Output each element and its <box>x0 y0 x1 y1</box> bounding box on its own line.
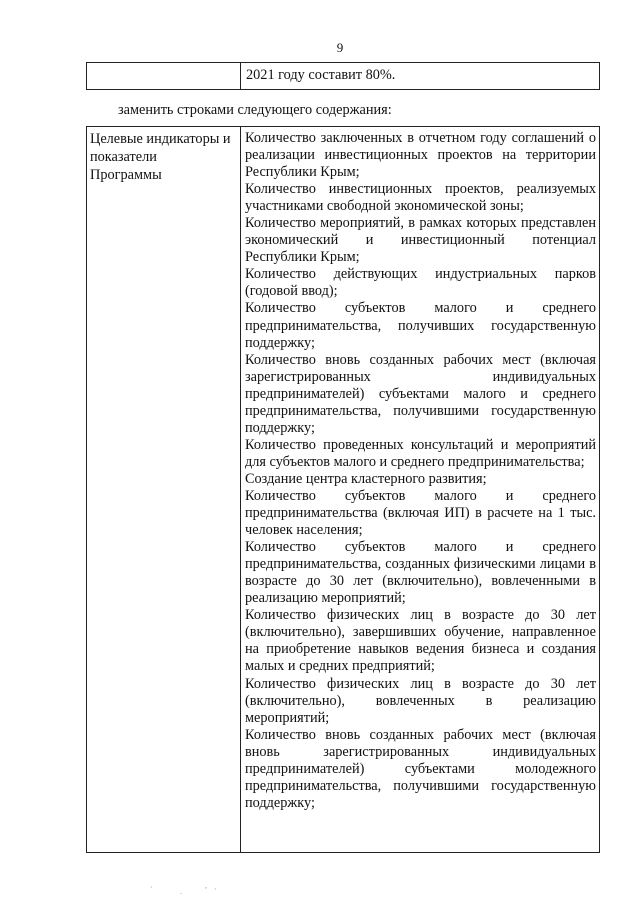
indicator-item: Количество мероприятий, в рамках которых представлен экономический и инвестиционный потенциал Республики Крым; <box>245 215 596 266</box>
label-line-3: Программы <box>90 167 162 183</box>
scan-artifact-dot: , <box>205 881 207 890</box>
indicators-list-cell <box>241 127 599 852</box>
replacement-intro-text: заменить строками следующего содержания: <box>118 102 392 118</box>
indicator-item: Количество вновь созданных рабочих мест (включая вновь зарегистрированных индивидуальных предпринимателей) субъектами молодежного предпринимательства, получившими государственную поддержку; <box>245 726 596 811</box>
previous-table-right-cell: 2021 году составит 80%. <box>246 67 396 83</box>
indicator-item: Создание центра кластерного развития; <box>245 470 487 487</box>
indicator-item: Количество субъектов малого и среднего предпринимательства (включая ИП) в расчете на 1 тыс. человек населения; <box>245 487 596 539</box>
scan-artifact-dot: · <box>150 883 153 892</box>
indicators-label-cell <box>87 127 241 852</box>
indicator-item: Количество физических лиц в возрасте до 30 лет (включительно), завершивших обучение, направленное на приобретение навыков ведения бизнеса и создания малых и средних предприятий; <box>245 607 596 675</box>
indicator-item: Количество проведенных консультаций и мероприятий для субъектов малого и среднего предпринимательства; <box>245 436 596 470</box>
indicator-item: Количество вновь созданных рабочих мест (включая зарегистрированных индивидуальных предпринимателей) субъектами малого и среднего предпринимательства, получившими государственную поддержку; <box>245 351 596 436</box>
previous-table-left-cell <box>87 63 241 89</box>
indicator-item: Количество действующих индустриальных парков (годовой ввод); <box>245 266 596 300</box>
scan-artifact-dot: · <box>214 885 217 894</box>
indicators-table <box>86 126 600 853</box>
label-line-2: показатели <box>90 149 157 165</box>
indicator-item: Количество физических лиц в возрасте до 30 лет (включительно), вовлеченных в реализацию мероприятий; <box>245 675 596 726</box>
label-line-1: Целевые индикаторы и <box>90 131 231 147</box>
indicator-item: Количество инвестиционных проектов, реализуемых участниками свободной экономической зоны; <box>245 181 596 215</box>
page-number: 9 <box>336 40 344 55</box>
indicator-item: Количество заключенных в отчетном году соглашений о реализации инвестиционных проектов на территории Республики Крым; <box>245 130 596 181</box>
indicator-item: Количество субъектов малого и среднего предпринимательства, созданных физическими лицами в возрасте до 30 лет (включительно), вовлеченными в реализацию мероприятий; <box>245 539 596 607</box>
indicator-item: Количество субъектов малого и среднего предпринимательства, получивших государственную поддержку; <box>245 300 596 351</box>
previous-table-fragment <box>86 62 600 90</box>
scan-artifact-dot: . <box>180 887 182 896</box>
